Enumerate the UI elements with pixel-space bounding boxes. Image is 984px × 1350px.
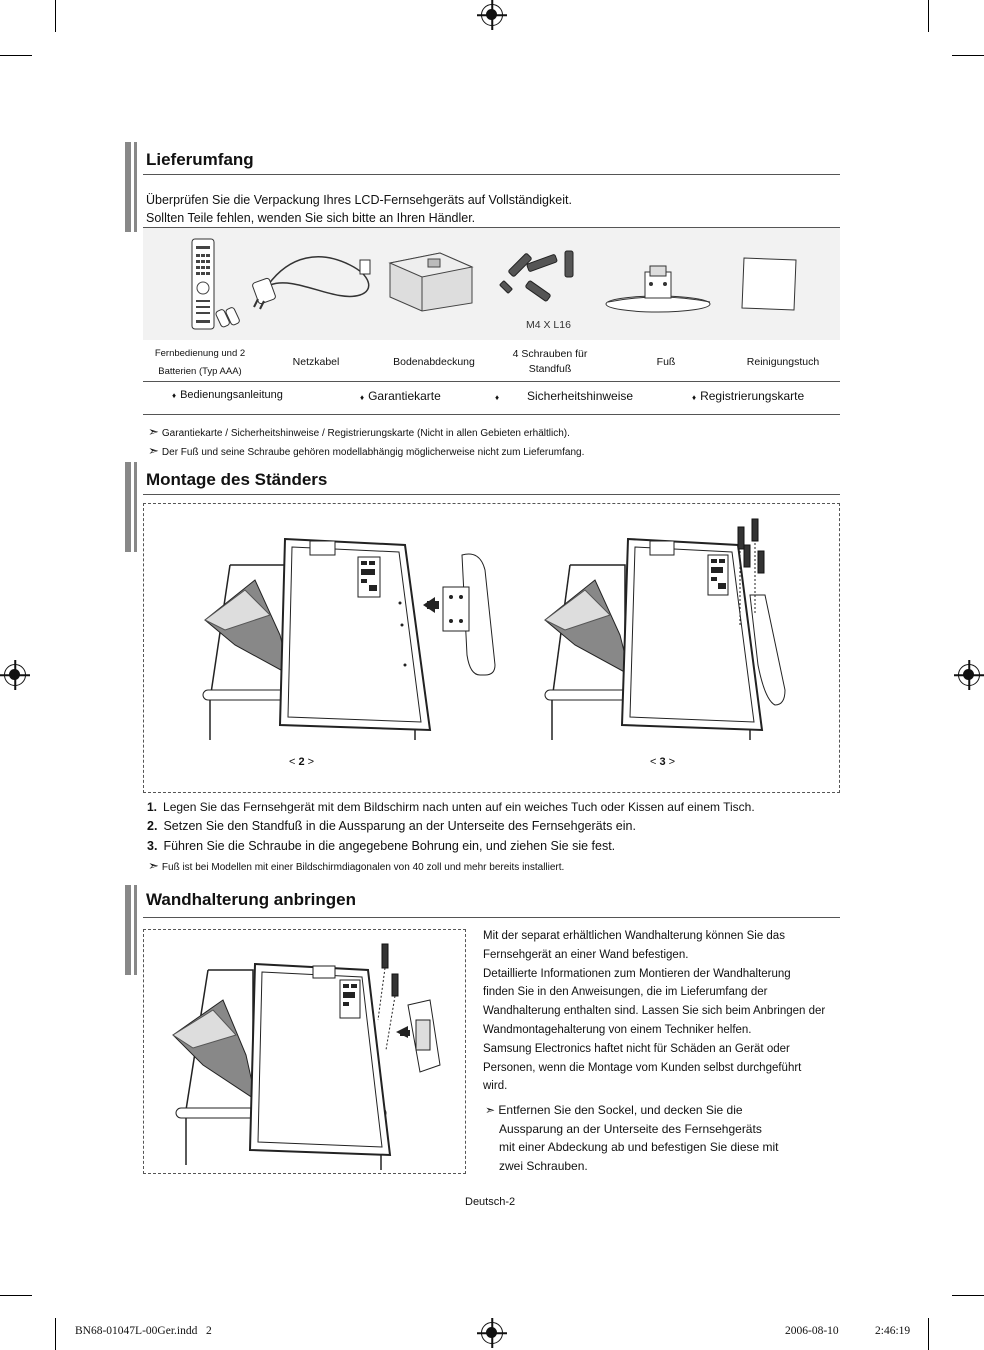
figure-label-3: < 3 > [650, 756, 676, 768]
item-label-screws: 4 Schrauben für Standfuß [512, 348, 588, 375]
figure-label-2: < 2 > [289, 756, 315, 768]
section-rule [143, 414, 840, 415]
crop-mark [928, 1318, 929, 1350]
registration-mark-icon [958, 664, 980, 686]
file-name-label: BN68-01047L-00Ger.indd 2 [75, 1325, 212, 1337]
section-title-montage: Montage des Ständers [146, 470, 328, 489]
stand-foot-icon [600, 262, 720, 317]
document-item-registration: ♦ Registrierungskarte [692, 389, 805, 403]
section-sidebar-bar [125, 885, 137, 975]
intro-line-1: Überprüfen Sie die Verpackung Ihres LCD-Fernsehgeräts auf Vollständigkeit. [146, 193, 572, 207]
section-rule [143, 381, 840, 382]
print-time-label: 2:46:19 [875, 1325, 911, 1337]
print-date-label: 2006-08-10 [785, 1325, 839, 1337]
section-rule [143, 494, 840, 495]
item-label-power-cable: Netzkabel [292, 356, 340, 368]
crop-mark [55, 0, 56, 32]
document-item-warranty: ♦ Garantiekarte [360, 389, 441, 403]
item-label-cleaning-cloth: Reinigungstuch [746, 356, 820, 368]
note-preinstalled: ➣ Fuß ist bei Modellen mit einer Bildschirmdiagonalen von 40 zoll und mehr bereits installiert. [148, 858, 565, 873]
note-documents: ➣ Garantiekarte / Sicherheitshinweise / Registrierungskarte (Nicht in allen Gebieten erhältlich). [148, 424, 570, 439]
document-item-safety: Sicherheitshinweise [527, 389, 634, 403]
screw-spec-label: M4 X L16 [526, 319, 571, 331]
figure-2-tv-stand-insert [195, 525, 505, 740]
document-item-safety-bullet: ♦ [495, 393, 500, 402]
arrow-icon: ➣ [485, 1103, 496, 1117]
remote-control-icon [180, 236, 250, 332]
section-rule [143, 917, 840, 918]
section-rule [143, 174, 840, 175]
registration-mark-icon [481, 4, 503, 26]
registration-mark-icon [4, 664, 26, 686]
cleaning-cloth-icon [738, 254, 802, 314]
page-number-label: Deutsch-2 [465, 1196, 516, 1208]
intro-line-2: Sollten Teile fehlen, wenden Sie sich bitte an Ihren Händler. [146, 211, 476, 225]
item-label-remote: Fernbedienung und 2 Batterien (Typ AAA) [154, 348, 246, 377]
crop-mark [952, 1295, 984, 1296]
section-sidebar-bar [125, 462, 137, 552]
step-2: 2. Setzen Sie den Standfuß in die Aussparung an der Unterseite des Fernsehgeräts ein. [147, 819, 636, 833]
document-item-manual: ♦ Bedienungsanleitung [172, 389, 283, 401]
item-label-base-cover: Bodenabdeckung [393, 356, 475, 368]
section-title-wandhalterung: Wandhalterung anbringen [146, 890, 356, 909]
wall-mount-paragraph: Mit der separat erhältlichen Wandhalterung können Sie das Fernsehgerät an einer Wand befestigen. Detaillierte Informationen zum Montieren der Wandhalterung finden Sie in den Anweisungen, die im Lieferumfang der Wandhalterung enthalten sind. Lassen Sie sich beim Anbringen der Wandmontagehalterung von einem Techniker helfen. Samsung Electronics haftet nicht für Schäden an Gerät oder Personen, wenn die Montage vom Kunden selbst durchgeführt wird. [483, 930, 826, 1093]
step-3: 3. Führen Sie die Schraube in die angegebene Bohrung ein, und ziehen Sie sie fest. [147, 839, 616, 853]
base-cover-icon [380, 245, 480, 313]
item-label-stand-foot: Fuß [656, 356, 676, 368]
step-1: 1. Legen Sie das Fernsehgerät mit dem Bildschirm nach unten auf ein weiches Tuch oder Kissen auf einem Tisch. [147, 800, 755, 814]
figure-wall-mount [168, 940, 458, 1170]
wall-mount-note: ➣ Entfernen Sie den Sockel, und decken Sie die Aussparung an der Unterseite des Fernsehgeräts mit einer Abdeckung ab und befestigen Sie diese mit zwei Schrauben. [485, 1103, 779, 1173]
crop-mark [55, 1318, 56, 1350]
crop-mark [952, 55, 984, 56]
section-title-lieferumfang: Lieferumfang [146, 150, 254, 169]
screws-icon [495, 245, 585, 315]
crop-mark [928, 0, 929, 32]
crop-mark [0, 1295, 32, 1296]
power-cable-icon [250, 245, 380, 315]
figure-3-tv-stand-screw [540, 515, 800, 740]
note-stand: ➣ Der Fuß und seine Schraube gehören modellabhängig möglicherweise nicht zum Lieferumfang. [148, 443, 585, 458]
crop-mark [0, 55, 32, 56]
section-sidebar-bar [125, 142, 137, 232]
registration-mark-icon [481, 1322, 503, 1344]
